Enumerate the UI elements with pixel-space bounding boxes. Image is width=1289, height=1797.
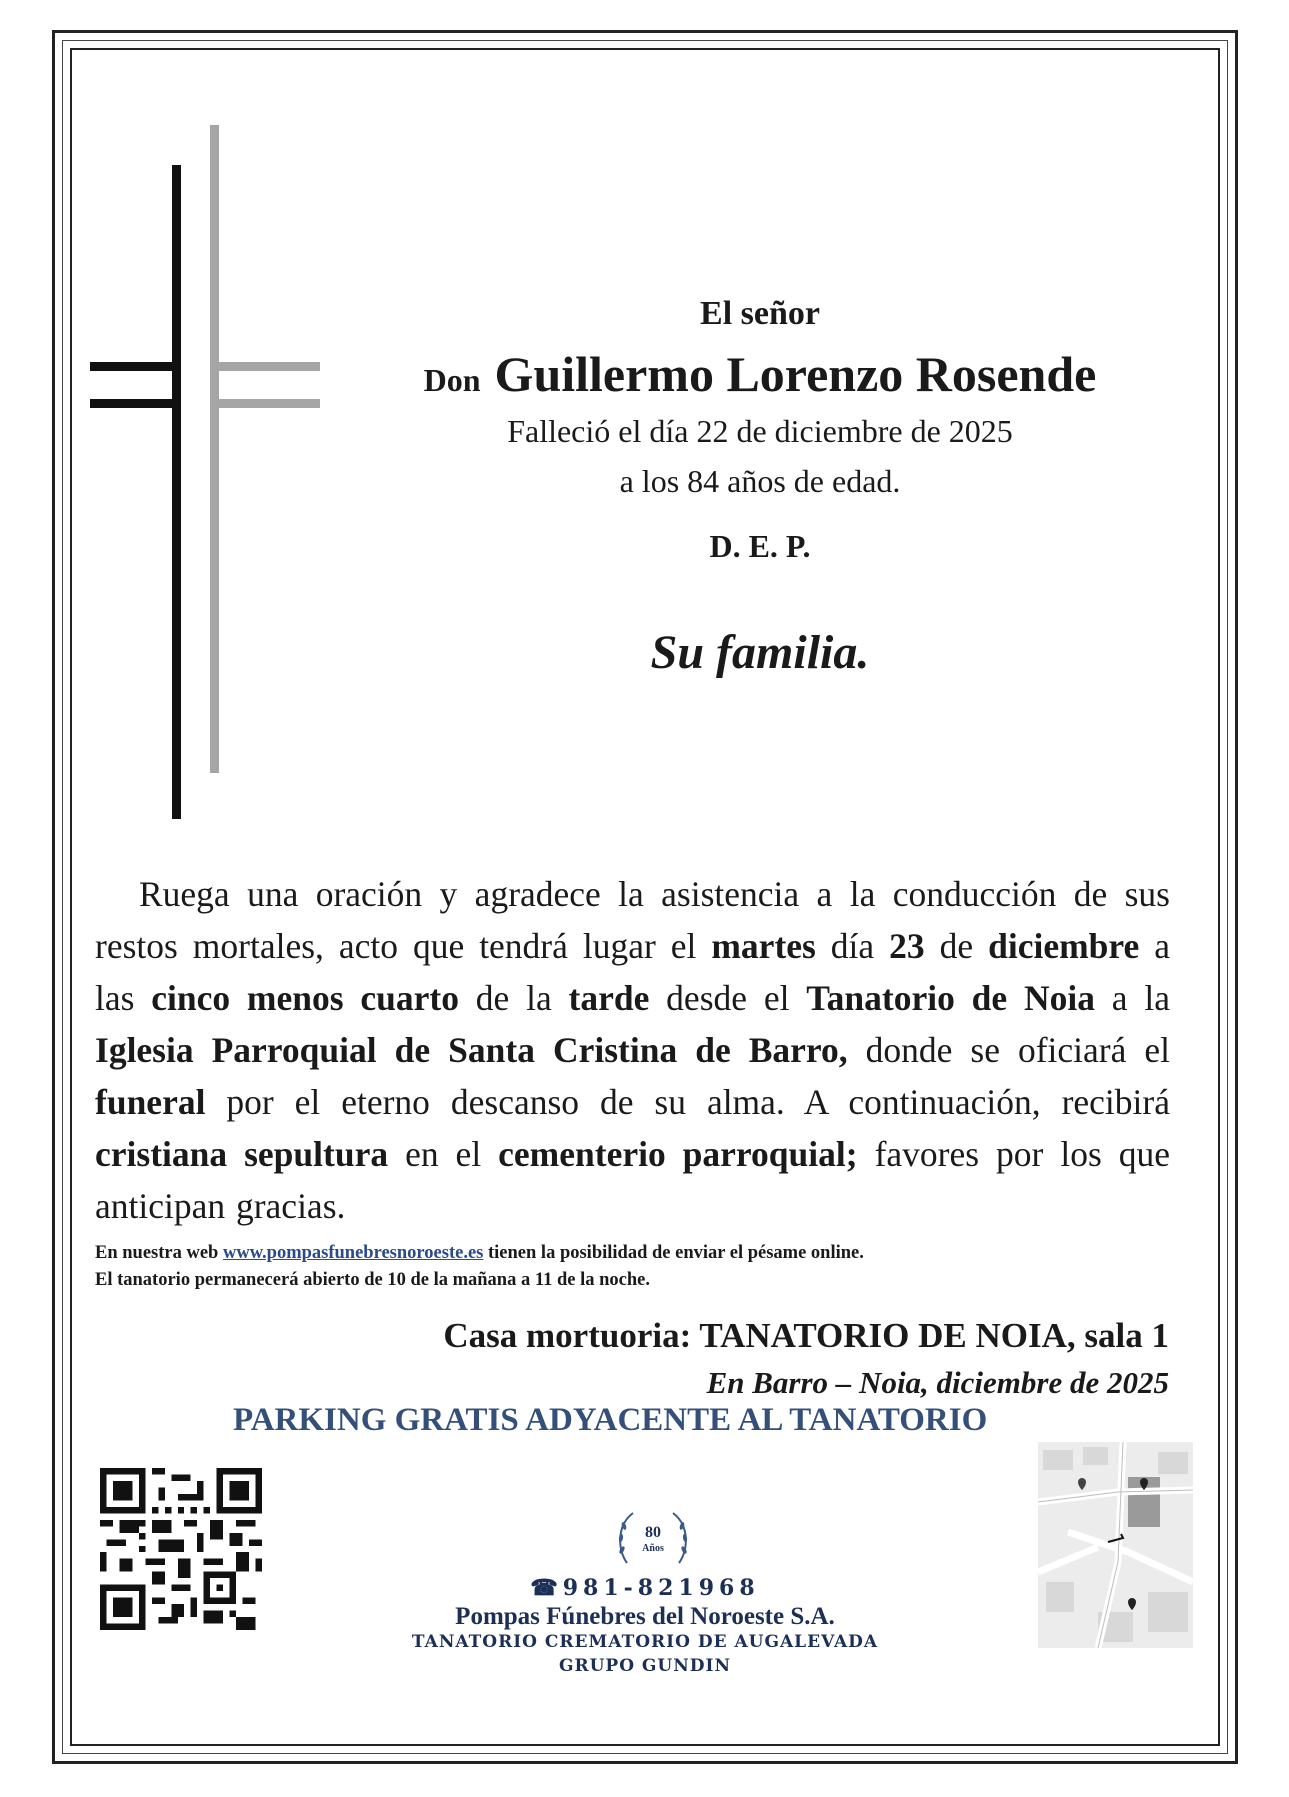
- body-text: favores por los que anticipan gracias.: [95, 1134, 1170, 1226]
- qr-code[interactable]: [100, 1468, 262, 1630]
- body-bold: cinco menos cuarto: [151, 978, 459, 1018]
- deceased-name: [330, 345, 1190, 403]
- cross-icon: [90, 125, 320, 820]
- body-text: a las: [95, 926, 1171, 1018]
- name: Guillermo Lorenzo Rosende: [494, 346, 1097, 402]
- body-bold: Tanatorio de Noia: [806, 978, 1095, 1018]
- parking-note: PARKING GRATIS ADYACENTE AL TANATORIO: [233, 1402, 988, 1438]
- body-text: día: [815, 926, 890, 966]
- body-text: de: [924, 926, 989, 966]
- body-text: en el: [388, 1134, 499, 1174]
- dep: D. E. P.: [709, 528, 811, 564]
- honorific: Don: [423, 362, 481, 398]
- title-line: El señor: [700, 295, 820, 332]
- phone-number: 981-821968: [562, 1575, 760, 1601]
- group-name: GRUPO GUNDIN: [558, 1656, 732, 1676]
- body-bold: cristiana sepultura: [95, 1134, 389, 1174]
- phone-line: [400, 1575, 890, 1601]
- casa-mortuoria: Casa mortuoria: TANATORIO DE NOIA, sala 1: [443, 1316, 1169, 1355]
- body-text: por el eterno descanso de su alma. A continuación, recibirá: [205, 1082, 1170, 1122]
- age: a los 84 años de edad.: [619, 463, 901, 499]
- body-bold: 23: [889, 926, 925, 966]
- body-text: donde se oficiará el: [847, 1030, 1170, 1070]
- body-bold: diciembre: [988, 926, 1140, 966]
- death-date: Falleció el día 22 de diciembre de 2025: [507, 413, 1013, 449]
- body-text: desde el: [649, 978, 807, 1018]
- web-suffix: tienen la posibilidad de enviar el pésame online.: [483, 1243, 864, 1263]
- body-text: de la: [458, 978, 569, 1018]
- company-name: Pompas Fúnebres del Noroeste S.A.: [455, 1603, 835, 1630]
- badge-word: Años: [642, 1543, 664, 1554]
- body-text: Ruega una oración y agradece la asistencia a la conducción de sus restos mortales, acto que tendrá lugar el: [95, 874, 1170, 966]
- website-link[interactable]: www.pompasfunebresnoroeste.es: [222, 1243, 484, 1263]
- announcement-body: [95, 868, 1170, 1232]
- body-bold: cementerio parroquial;: [498, 1134, 858, 1174]
- body-bold: funeral: [95, 1082, 206, 1122]
- family: Su familia.: [650, 626, 870, 679]
- body-text: a la: [1095, 978, 1170, 1018]
- place-date: En Barro – Noia, diciembre de 2025: [706, 1365, 1169, 1400]
- crematorio-name: TANATORIO CREMATORIO DE AUGALEVADA: [411, 1632, 879, 1652]
- badge-number: 80: [645, 1524, 661, 1541]
- web-note: [95, 1240, 1175, 1294]
- body-bold: tarde: [568, 978, 650, 1018]
- body-bold: Iglesia Parroquial de Santa Cristina de Barro,: [95, 1030, 848, 1070]
- phone-icon: ☎: [530, 1575, 563, 1601]
- location-map[interactable]: [1038, 1442, 1193, 1648]
- web-prefix: En nuestra web: [95, 1243, 223, 1263]
- anniversary-badge: [615, 1505, 691, 1571]
- hours-note: El tanatorio permanecerá abierto de 10 de la mañana a 11 de la noche.: [95, 1270, 650, 1290]
- body-bold: martes: [711, 926, 816, 966]
